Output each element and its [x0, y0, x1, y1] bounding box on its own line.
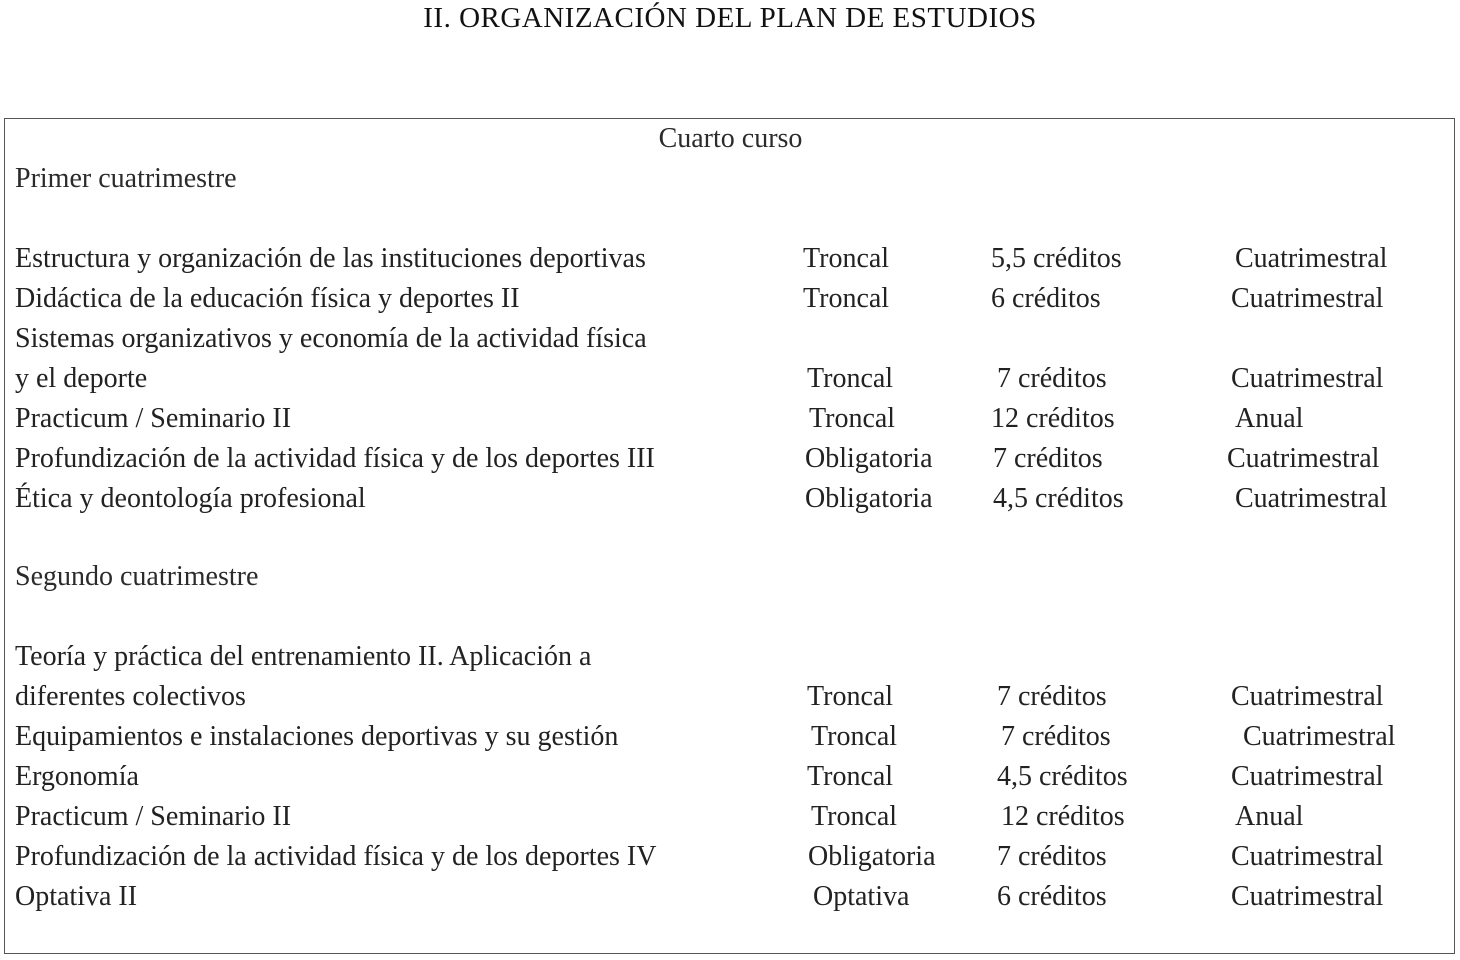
subject-duration: Cuatrimestral	[1235, 483, 1388, 514]
subject-name: diferentes colectivos	[15, 681, 246, 712]
subject-name-line1: Sistemas organizativos y economía de la actividad física	[15, 323, 647, 354]
subject-duration: Cuatrimestral	[1231, 761, 1384, 792]
subject-row	[5, 721, 1456, 761]
subject-credits: 7 créditos	[997, 681, 1107, 712]
subject-row	[5, 283, 1456, 323]
subject-row	[5, 403, 1456, 443]
subject-type: Troncal	[809, 403, 896, 434]
subject-credits: 7 créditos	[997, 363, 1107, 394]
subject-row	[5, 323, 1456, 403]
subject-name: Optativa II	[15, 881, 138, 912]
subject-duration: Cuatrimestral	[1231, 841, 1384, 872]
subject-name: Estructura y organización de las instituciones deportivas	[15, 243, 646, 274]
subject-duration: Cuatrimestral	[1235, 243, 1388, 274]
subject-duration: Cuatrimestral	[1231, 881, 1384, 912]
subject-type: Optativa	[813, 881, 910, 912]
subject-name: Profundización de la actividad física y de los deportes III	[15, 443, 655, 474]
subject-row	[5, 801, 1456, 841]
subject-name: Didáctica de la educación física y deportes II	[15, 283, 520, 314]
subject-name: Practicum / Seminario II	[15, 403, 292, 434]
subject-credits: 5,5 créditos	[991, 243, 1122, 274]
subject-name: Profundización de la actividad física y de los deportes IV	[15, 841, 657, 872]
subject-row	[5, 881, 1456, 921]
subject-name: Ética y deontología profesional	[15, 483, 366, 514]
subject-credits: 12 créditos	[1001, 801, 1125, 832]
subject-name: Equipamientos e instalaciones deportivas y su gestión	[15, 721, 619, 752]
subject-credits: 12 créditos	[991, 403, 1115, 434]
subject-credits: 6 créditos	[997, 881, 1107, 912]
subject-credits: 4,5 créditos	[997, 761, 1128, 792]
subject-duration: Cuatrimestral	[1231, 283, 1384, 314]
subject-duration: Cuatrimestral	[1231, 363, 1384, 394]
subject-type: Obligatoria	[805, 483, 933, 514]
subject-duration: Anual	[1235, 403, 1304, 434]
page-title: II. ORGANIZACIÓN DEL PLAN DE ESTUDIOS	[423, 2, 1037, 34]
subject-duration: Anual	[1235, 801, 1304, 832]
subject-name: Practicum / Seminario II	[15, 801, 292, 832]
subject-name-line1: Teoría y práctica del entrenamiento II. Aplicación a	[15, 641, 592, 672]
semester-heading: Segundo cuatrimestre	[15, 561, 259, 592]
subject-type: Obligatoria	[808, 841, 936, 872]
subject-name: y el deporte	[15, 363, 148, 394]
subject-duration: Cuatrimestral	[1231, 681, 1384, 712]
subject-type: Troncal	[811, 721, 898, 752]
subject-duration: Cuatrimestral	[1227, 443, 1380, 474]
subject-row	[5, 641, 1456, 721]
subject-row	[5, 841, 1456, 881]
subject-duration: Cuatrimestral	[1243, 721, 1396, 752]
subject-row	[5, 483, 1456, 523]
subject-row	[5, 443, 1456, 483]
subject-type: Troncal	[807, 363, 894, 394]
subject-credits: 7 créditos	[1001, 721, 1111, 752]
subject-row	[5, 761, 1456, 801]
semester-heading: Primer cuatrimestre	[15, 163, 237, 194]
subject-row	[5, 243, 1456, 283]
subject-type: Troncal	[807, 681, 894, 712]
subject-credits: 4,5 créditos	[993, 483, 1124, 514]
subject-type: Troncal	[803, 283, 890, 314]
subject-credits: 7 créditos	[997, 841, 1107, 872]
subject-type: Troncal	[811, 801, 898, 832]
subject-credits: 6 créditos	[991, 283, 1101, 314]
study-plan-box	[4, 118, 1455, 954]
course-title: Cuarto curso	[658, 123, 803, 154]
subject-type: Obligatoria	[805, 443, 933, 474]
subject-type: Troncal	[807, 761, 894, 792]
subject-type: Troncal	[803, 243, 890, 274]
subject-credits: 7 créditos	[993, 443, 1103, 474]
subject-name: Ergonomía	[15, 761, 139, 792]
